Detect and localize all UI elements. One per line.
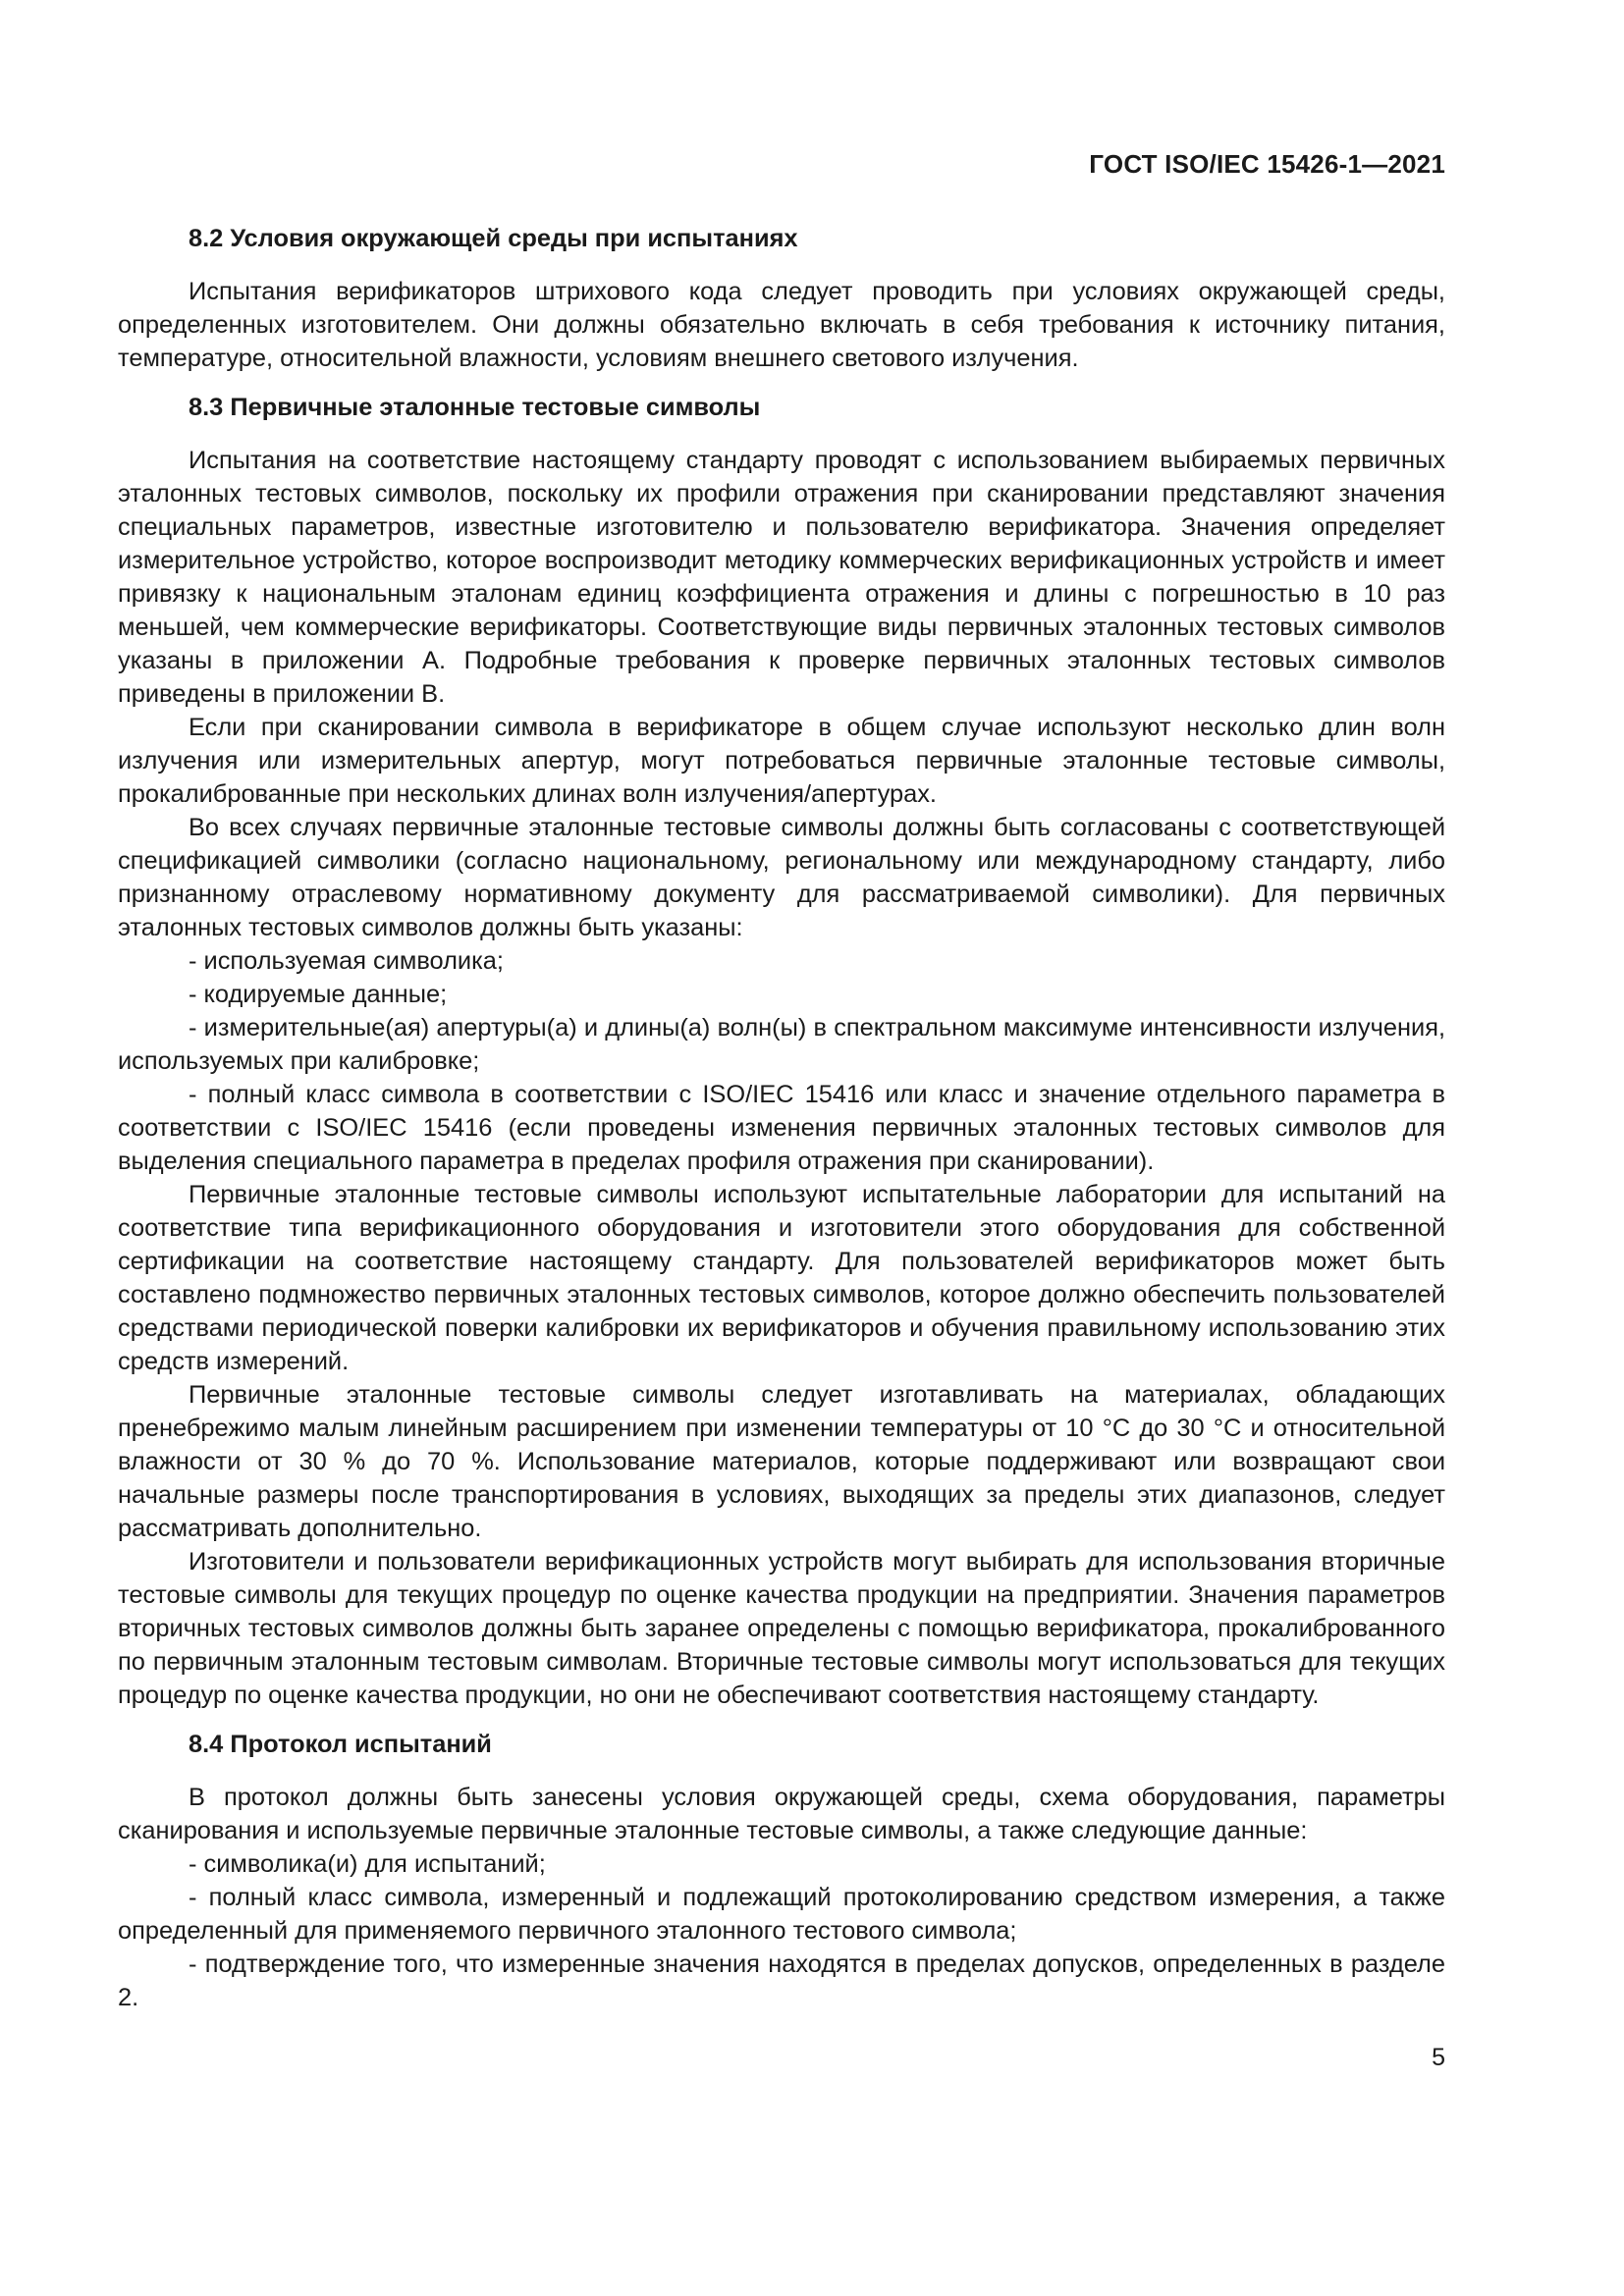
section-heading: 8.2 Условия окружающей среды при испытаниях	[189, 225, 798, 252]
paragraph: Изготовители и пользователи верификационных устройств могут выбирать для использования вторичные тестовые символы для текущих процедур по оценке качества продукции на предприятии. Значения параметров вторичных тестовых символов должны быть заранее определены с помощью верификатора, прокалиброванного по первичным эталонным тестовым символам. Вторичные тестовые символы могут использоваться для текущих процедур по оценке качества продукции, но они не обеспечивают соответствия настоящему стандарту.	[118, 1548, 1445, 1709]
list-item: - полный класс символа, измеренный и подлежащий протоколированию средством измерения, а также определенный для применяемого первичного эталонного тестового символа;	[118, 1884, 1445, 1945]
document-code-header: ГОСТ ISO/IEC 15426-1—2021	[1089, 149, 1445, 179]
paragraph: Во всех случаях первичные эталонные тестовые символы должны быть согласованы с соответствующей спецификацией символики (согласно национальному, региональному или международному стандарту, либо признанному отраслевому нормативному документу для рассматриваемой символики). Для первичных эталонных тестовых символов должны быть указаны:	[118, 814, 1445, 941]
paragraph: Если при сканировании символа в верификаторе в общем случае используют несколько длин волн излучения или измерительных апертур, могут потребоваться первичные эталонные тестовые символы, прокалиброванные при нескольких длинах волн излучения/апертурах.	[118, 714, 1445, 808]
document-body	[118, 222, 1445, 2014]
paragraph: Испытания на соответствие настоящему стандарту проводят с использованием выбираемых первичных эталонных тестовых символов, поскольку их профили отражения при сканировании представляют значения специальных параметров, известные изготовителю и пользователю верификатора. Значения определяет измерительное устройство, которое воспроизводит методику коммерческих верификационных устройств и имеет привязку к национальным эталонам единиц коэффициента отражения и длины с погрешностью в 10 раз меньшей, чем коммерческие верификаторы. Соответствующие виды первичных эталонных тестовых символов указаны в приложении А. Подробные требования к проверке первичных эталонных тестовых символов приведены в приложении В.	[118, 447, 1445, 708]
list-item: - кодируемые данные;	[189, 981, 448, 1008]
list-item: - используемая символика;	[189, 947, 504, 975]
list-item: - полный класс символа в соответствии с ISO/IEC 15416 или класс и значение отдельного параметра в соответствии с ISO/IEC 15416 (если проведены изменения первичных эталонных тестовых символов для выделения специального параметра в пределах профиля отражения при сканировании).	[118, 1081, 1445, 1175]
paragraph: Первичные эталонные тестовые символы следует изготавливать на материалах, обладающих пренебрежимо малым линейным расширением при изменении температуры от 10 °С до 30 °С и относительной влажности от 30 % до 70 %. Использование материалов, которые поддерживают или возвращают свои начальные размеры после транспортирования в условиях, выходящих за пределы этих диапазонов, следует рассматривать дополнительно.	[118, 1381, 1445, 1542]
section-8-4	[118, 1728, 1445, 2014]
list-item: - измерительные(ая) апертуры(а) и длины(а) волн(ы) в спектральном максимуме интенсивности излучения, используемых при калибровке;	[118, 1014, 1445, 1075]
paragraph: В протокол должны быть занесены условия окружающей среды, схема оборудования, параметры сканирования и используемые первичные эталонные тестовые символы, а также следующие данные:	[118, 1784, 1445, 1844]
list-item: - символика(и) для испытаний;	[189, 1850, 546, 1878]
section-heading: 8.3 Первичные эталонные тестовые символы	[189, 394, 761, 421]
section-heading: 8.4 Протокол испытаний	[189, 1731, 492, 1758]
paragraph: Испытания верификаторов штрихового кода следует проводить при условиях окружающей среды, определенных изготовителем. Они должны обязательно включать в себя требования к источнику питания, температуре, относительной влажности, условиям внешнего светового излучения.	[118, 278, 1445, 372]
section-8-2	[118, 222, 1445, 375]
section-8-3	[118, 391, 1445, 1712]
page-number: 5	[1432, 2044, 1445, 2071]
list-item: - подтверждение того, что измеренные значения находятся в пределах допусков, определенных в разделе 2.	[118, 1950, 1445, 2011]
paragraph: Первичные эталонные тестовые символы используют испытательные лаборатории для испытаний на соответствие типа верификационного оборудования и изготовители этого оборудования для собственной сертификации на соответствие настоящему стандарту. Для пользователей верификаторов может быть составлено подмножество первичных эталонных тестовых символов, которое должно обеспечить пользователей средствами периодической поверки калибровки их верификаторов и обучения правильному использованию этих средств измерений.	[118, 1181, 1445, 1375]
